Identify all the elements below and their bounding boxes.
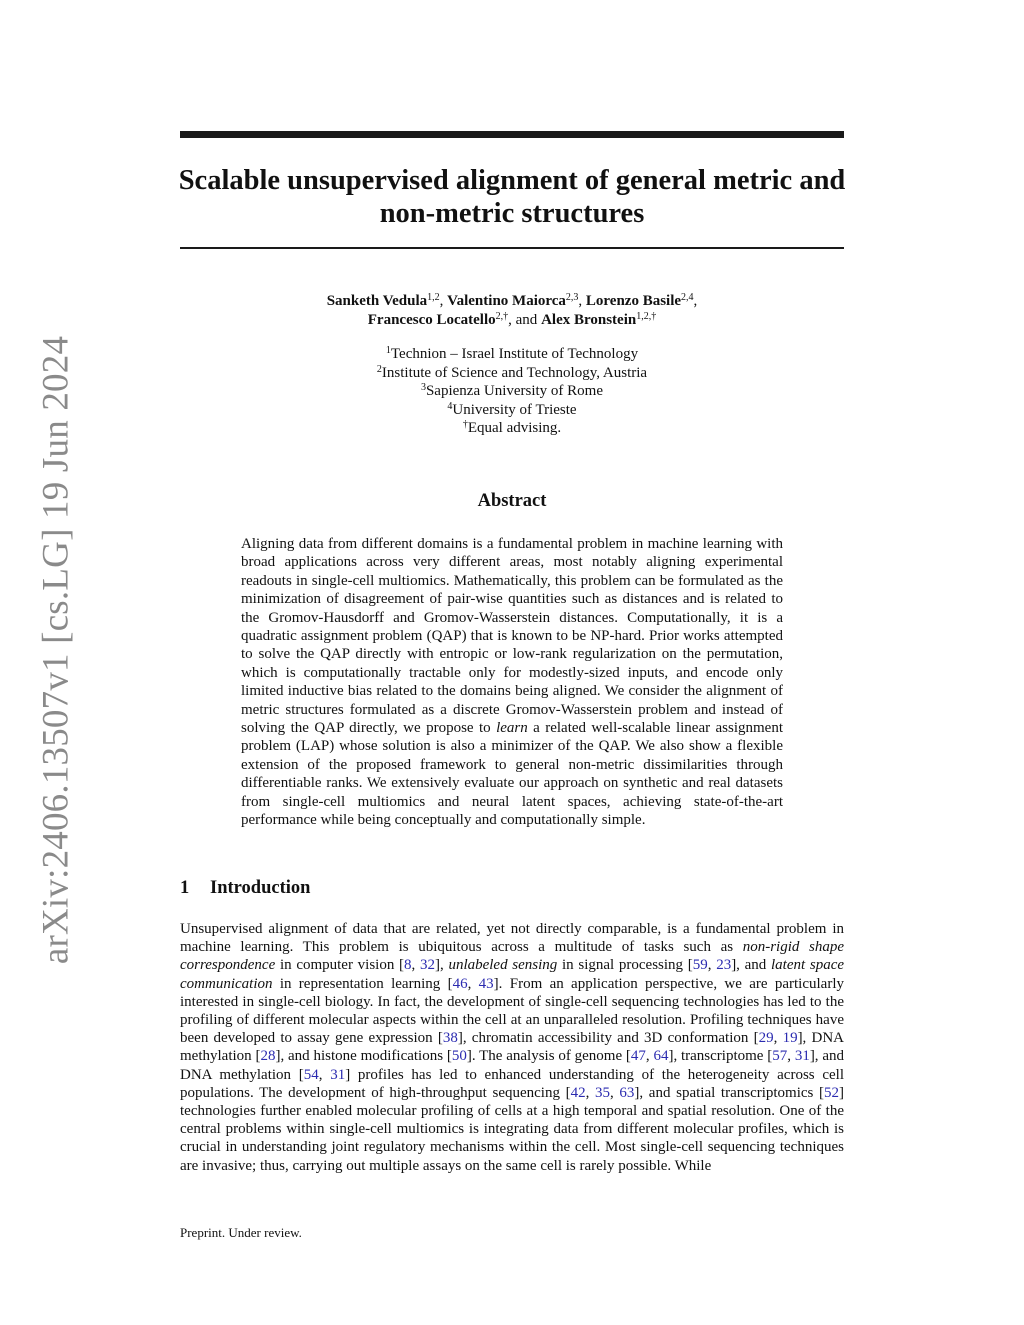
intro-text: , xyxy=(411,957,420,974)
citation-link[interactable]: 63 xyxy=(619,1084,635,1101)
section-title: Introduction xyxy=(210,878,311,898)
affiliation-item xyxy=(180,364,844,383)
arxiv-side-stamp: arXiv:2406.13507v1 [cs.LG] 19 Jun 2024 xyxy=(35,335,77,965)
intro-text: ]. From an application perspective, we are particularly interested in single-cell biology. In fact, the development of single-cell sequencing technologies has led to the profiling of different molecular aspects within the cell at an unparalleled resolution. Profiling techniques have been developed to assay gene expression [ xyxy=(180,975,844,1047)
intro-text: , xyxy=(707,957,717,974)
citation-link[interactable]: 23 xyxy=(716,957,732,974)
intro-text: , xyxy=(773,1030,783,1047)
intro-text: , xyxy=(318,1066,331,1083)
affiliation-item xyxy=(180,401,844,420)
author-line-1 xyxy=(180,292,844,311)
citation-link[interactable]: 42 xyxy=(570,1084,586,1101)
author-separator: , xyxy=(578,293,586,309)
intro-text: in signal processing [ xyxy=(557,957,693,974)
intro-emphasis: non-rigid shape correspondence xyxy=(180,939,844,974)
author-separator: , and xyxy=(508,312,542,328)
affiliation-text: Technion – Israel Institute of Technology xyxy=(390,346,639,362)
citation-link[interactable]: 54 xyxy=(303,1066,319,1083)
author-name: Sanketh Vedula xyxy=(326,293,428,309)
abstract-paragraph xyxy=(241,535,783,830)
abstract-body xyxy=(241,535,783,830)
intro-text: in computer vision [ xyxy=(275,957,405,974)
intro-text: ], DNA methylation [ xyxy=(180,1030,845,1065)
intro-text: ], transcriptome [ xyxy=(668,1048,773,1065)
citation-link[interactable]: 8 xyxy=(404,957,412,974)
intro-text: , xyxy=(787,1048,795,1065)
author-affil-sup: 2,4 xyxy=(681,292,694,303)
affiliation-sup: † xyxy=(462,419,468,430)
affiliation-item xyxy=(180,382,844,401)
author-name: Valentino Maiorca xyxy=(447,293,566,309)
author-separator: , xyxy=(693,293,698,309)
citation-link[interactable]: 38 xyxy=(442,1030,458,1047)
author-line-2 xyxy=(180,311,844,330)
affiliation-text: Equal advising. xyxy=(467,420,562,436)
citation-link[interactable]: 28 xyxy=(260,1048,276,1065)
intro-text: Unsupervised alignment of data that are related, yet not directly comparable, is a fundamental problem in machine learning. This problem is ubiquitous across a multitude of tasks such as xyxy=(180,921,844,956)
title-line-1: Scalable unsupervised alignment of general metric and xyxy=(178,165,846,196)
affiliation-text: University of Trieste xyxy=(452,401,577,418)
author-list xyxy=(180,292,844,330)
title-line-2: non-metric structures xyxy=(379,198,645,229)
author-affil-sup: 1,2,† xyxy=(636,311,657,322)
introduction-body xyxy=(180,920,844,1175)
citation-link[interactable]: 52 xyxy=(824,1084,840,1101)
title-bottom-rule xyxy=(180,247,844,249)
intro-text: ], and histone modifications [ xyxy=(275,1048,452,1065)
affiliation-sup: 1 xyxy=(385,345,391,356)
citation-link[interactable]: 46 xyxy=(452,975,468,992)
citation-link[interactable]: 59 xyxy=(692,957,708,974)
author-name: Lorenzo Basile xyxy=(585,293,682,309)
affiliation-text: Institute of Science and Technology, Austria xyxy=(381,364,648,381)
citation-link[interactable]: 31 xyxy=(794,1048,810,1065)
abstract-heading: Abstract xyxy=(477,491,547,511)
intro-text: ], chromatin accessibility and 3D conformation [ xyxy=(457,1030,759,1047)
author-affil-sup: 1,2 xyxy=(427,292,440,303)
intro-text: ], and xyxy=(731,957,771,974)
affiliation-text: Sapienza University of Rome xyxy=(425,383,604,399)
intro-text: ]. The analysis of genome [ xyxy=(466,1048,631,1065)
citation-link[interactable]: 64 xyxy=(653,1048,669,1065)
citation-link[interactable]: 32 xyxy=(419,957,435,974)
intro-text: ] profiles has led to enhanced understanding of the heterogeneity across cell populations. The development of high-throughput sequencing [ xyxy=(180,1066,844,1101)
section-number: 1 xyxy=(180,878,190,898)
author-separator: , xyxy=(439,293,448,309)
affiliation-list xyxy=(180,345,844,438)
intro-emphasis: unlabeled sensing xyxy=(448,957,558,974)
abstract-emphasis: learn xyxy=(496,720,528,737)
citation-link[interactable]: 47 xyxy=(630,1048,646,1065)
intro-text: ], and DNA methylation [ xyxy=(180,1048,845,1083)
citation-link[interactable]: 29 xyxy=(758,1030,774,1047)
intro-text: ] technologies further enabled molecular profiling of cells at a high temporal and spatial resolution. One of the central problems within single-cell multiomics is integrating data from different molecular profiles, which is crucial in understanding joint regulatory mechanisms within the cell. Most single-cell sequencing techniques are invasive; thus, carrying out multiple assays on the same cell is rarely possible. While xyxy=(180,1084,845,1174)
affiliation-item xyxy=(180,419,844,438)
intro-text: , xyxy=(585,1084,596,1101)
affiliation-sup: 3 xyxy=(420,382,426,393)
intro-text: in representation learning [ xyxy=(272,975,453,992)
intro-text: ], and spatial transcriptomics [ xyxy=(634,1084,825,1101)
citation-link[interactable]: 19 xyxy=(782,1030,798,1047)
citation-link[interactable]: 35 xyxy=(595,1084,611,1101)
citation-link[interactable]: 50 xyxy=(451,1048,467,1065)
affiliation-sup: 2 xyxy=(376,363,382,375)
intro-emphasis: latent space communication xyxy=(180,957,845,992)
author-affil-sup: 2,3 xyxy=(565,292,579,303)
affiliation-item xyxy=(180,345,844,364)
section-heading-introduction xyxy=(180,878,310,899)
citation-link[interactable]: 57 xyxy=(772,1048,788,1065)
author-name: Francesco Locatello xyxy=(367,312,496,328)
intro-text: , xyxy=(467,975,479,992)
paper-title xyxy=(170,164,854,230)
citation-link[interactable]: 43 xyxy=(478,975,494,992)
page-footer: Preprint. Under review. xyxy=(180,1225,302,1240)
intro-text: , xyxy=(645,1048,654,1065)
abstract-text-part-2: a related well-scalable linear assignment problem (LAP) whose solution is also a minimizer of the QAP. We also show a flexible extension of the proposed framework to general non-metric dissimilarities through differentiable ranks. We extensively evaluate our approach on synthetic and real datasets from single-cell multiomics and neural latent spaces, achieving state-of-the-art performance while being conceptually and computationally simple. xyxy=(241,720,784,829)
intro-text: ], xyxy=(434,957,449,974)
introduction-paragraph xyxy=(180,920,844,1175)
citation-link[interactable]: 31 xyxy=(330,1066,346,1083)
author-name: Alex Bronstein xyxy=(541,312,637,328)
title-top-rule xyxy=(180,131,844,138)
abstract-text-part-1: Aligning data from different domains is a fundamental problem in machine learning with broad applications across very different areas, most notably aligning experimental readouts in single-cell multiomics. Mathematically, this problem can be formulated as the minimization of disagreement of pair-wise quantities such as distances and is related to the Gromov-Hausdorff and Gromov-Wasserstein distances. Computationally, it is a quadratic assignment problem (QAP) that is known to be NP-hard. Prior works attempted to solve the QAP directly with entropic or low-rank regularization on the permutation, which is computationally tractable only for modestly-sized inputs, and encode only limited inductive bias related to the domains being aligned. We consider the alignment of metric structures formulated as a discrete Gromov-Wasserstein problem and instead of solving the QAP directly, we propose to xyxy=(241,536,783,737)
intro-text: , xyxy=(610,1084,620,1101)
author-affil-sup: 2,† xyxy=(495,311,509,322)
affiliation-sup: 4 xyxy=(447,400,453,412)
